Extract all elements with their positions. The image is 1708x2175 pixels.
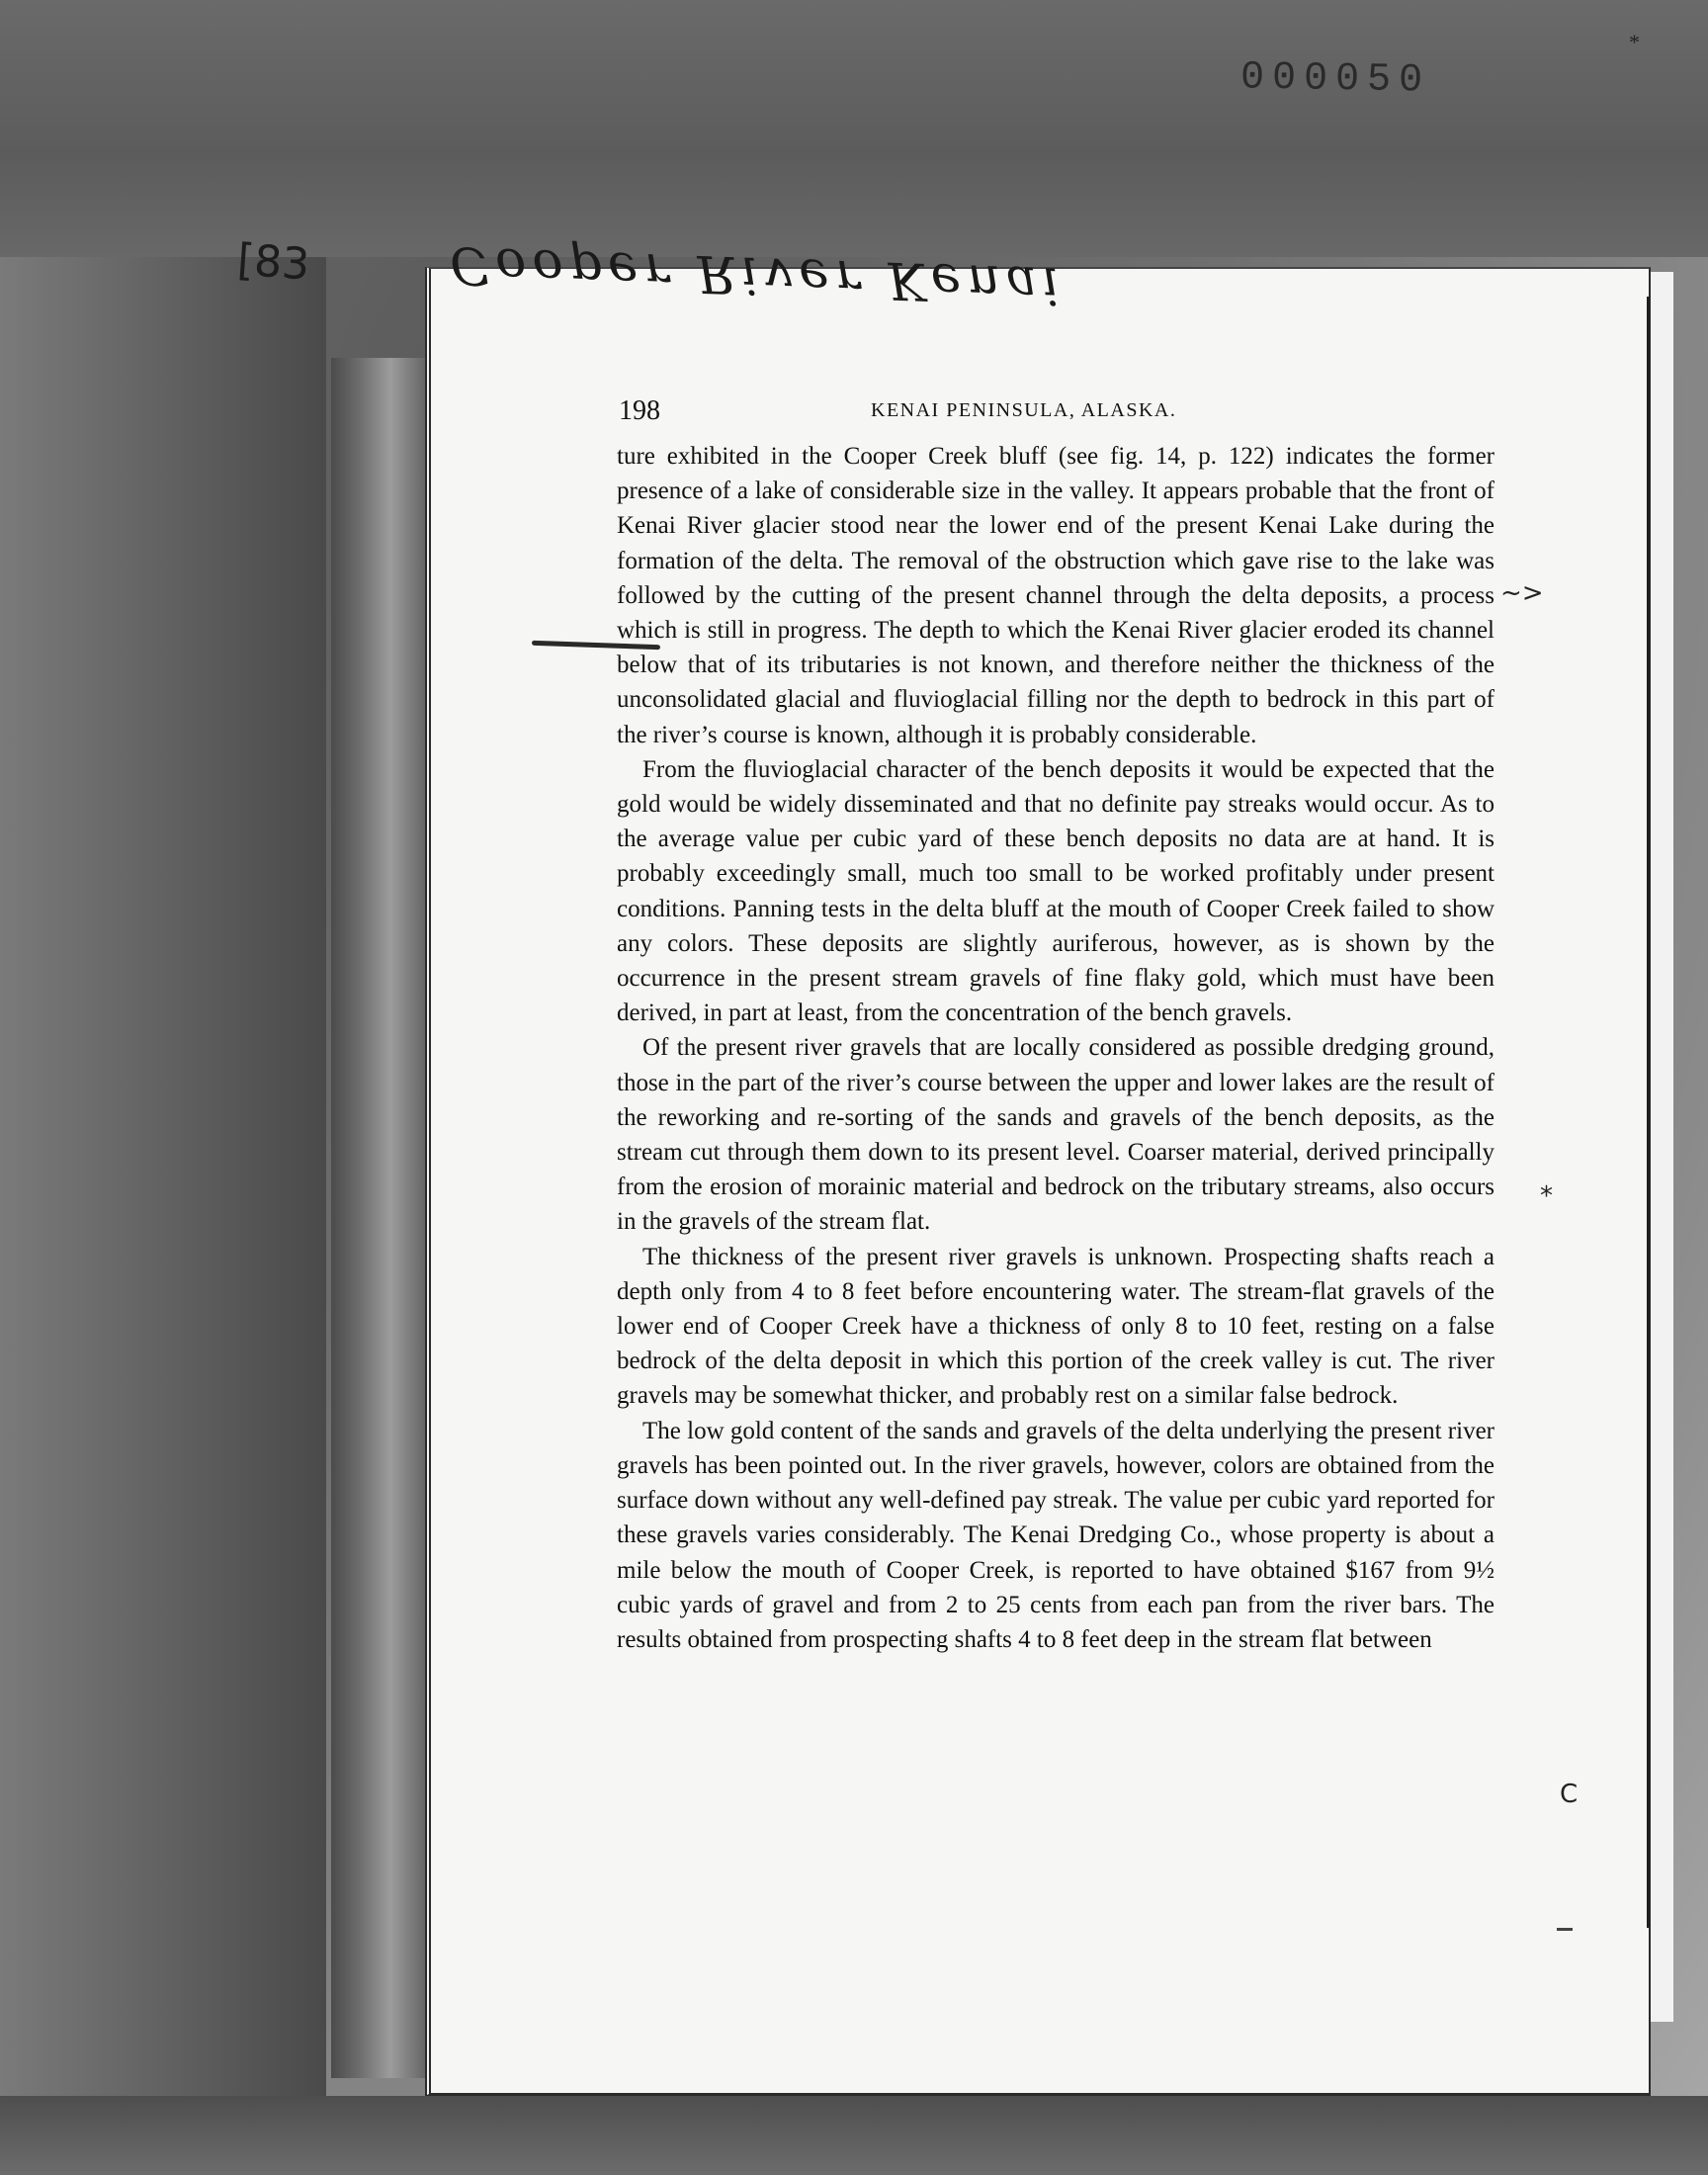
margin-c-mark: C — [1560, 1780, 1579, 1809]
running-title: KENAI PENINSULA, ALASKA. — [871, 399, 1177, 421]
handwritten-note: Cooper River Kenai — [449, 234, 1067, 315]
book-edge — [331, 358, 430, 2078]
scan-background-bottom — [0, 2096, 1708, 2175]
document-page — [425, 267, 1651, 2096]
bottom-dash-mark — [1557, 1928, 1573, 1931]
corner-mark: * — [1629, 30, 1640, 54]
scan-background-left — [0, 257, 326, 2175]
paragraph-3: Of the present river gravels that are locally considered as possible dredging ground, those in the part of the river’s course between the upper and lower lakes are the result of the reworking and re-sorting of the sands and gravels of the bench deposits, as the stream cut through them down to its present level. Coarser material, derived principally from the erosion of morainic material and bedrock on the tributary streams, also occurs in the gravels of the stream flat. — [617, 1034, 1494, 1236]
page-right-rule — [1647, 297, 1650, 1928]
paragraph-2: From the fluvioglacial character of the bench deposits it would be expected that the gold would be widely disseminated and that no definite pay streaks would occur. As to the average value per cubic yard of these bench deposits no data are at hand. It is probably exceedingly small, much too small to be worked profitably under present conditions. Panning tests in the delta bluff at the mouth of Cooper Creek failed to show any colors. These deposits are slightly auriferous, however, as is shown by the occurrence in the present stream gravels of fine flaky gold, which must have been derived, in part at least, from the concentration of the bench gravels. — [617, 755, 1494, 1027]
paragraph-1: ture exhibited in the Cooper Creek bluff (see fig. 14, p. 122) indicates the former presence of a lake of considerable size in the valley. It appears probable that the front of Kenai River glacier stood near the lower end of the present Kenai Lake during the formation of the delta. The removal of the obstruction which gave rise to the lake was followed by the cutting of the present channel through the delta deposits, a process which is still in progress. The depth to which the Kenai River glacier eroded its channel below that of its tributaries is not known, and therefore neither the thickness of the unconsolidated glacial and fluvioglacial filling nor the depth to bedrock in this part of the river’s course is known, although it is probably considerable. — [617, 443, 1494, 748]
running-head — [619, 395, 1409, 435]
margin-star-mark: * — [1540, 1181, 1553, 1211]
page-number: 198 — [619, 395, 660, 426]
margin-arrow-mark: ~> — [1500, 578, 1544, 608]
stamp-number: 000050 — [1239, 55, 1431, 104]
paragraph-5: The low gold content of the sands and gravels of the delta underlying the present river gravels has been pointed out. In the river gravels, however, colors are obtained from the surface down without any well-defined pay streak. The value per cubic yard reported for these gravels varies considerably. The Kenai Dredging Co., whose property is about a mile below the mouth of Cooper Creek, is reported to have obtained $167 from 9½ cubic yards of gravel and from 2 to 25 cents from each pan from the river bars. The results obtained from prospecting shafts 4 to 8 feet deep in the stream flat between — [617, 1417, 1494, 1653]
scan-background-top — [0, 0, 1708, 257]
body-text — [617, 439, 1494, 1657]
paragraph-4: The thickness of the present river gravels is unknown. Prospecting shafts reach a depth only from 4 to 8 feet before encountering water. The stream-flat gravels of the lower end of Cooper Creek have a thickness of only 8 to 10 feet, resting on a false bedrock of the delta deposit in which this portion of the creek valley is cut. The river gravels may be somewhat thicker, and probably rest on a similar false bedrock. — [617, 1243, 1494, 1410]
handwritten-bracket: [83 — [235, 234, 311, 291]
